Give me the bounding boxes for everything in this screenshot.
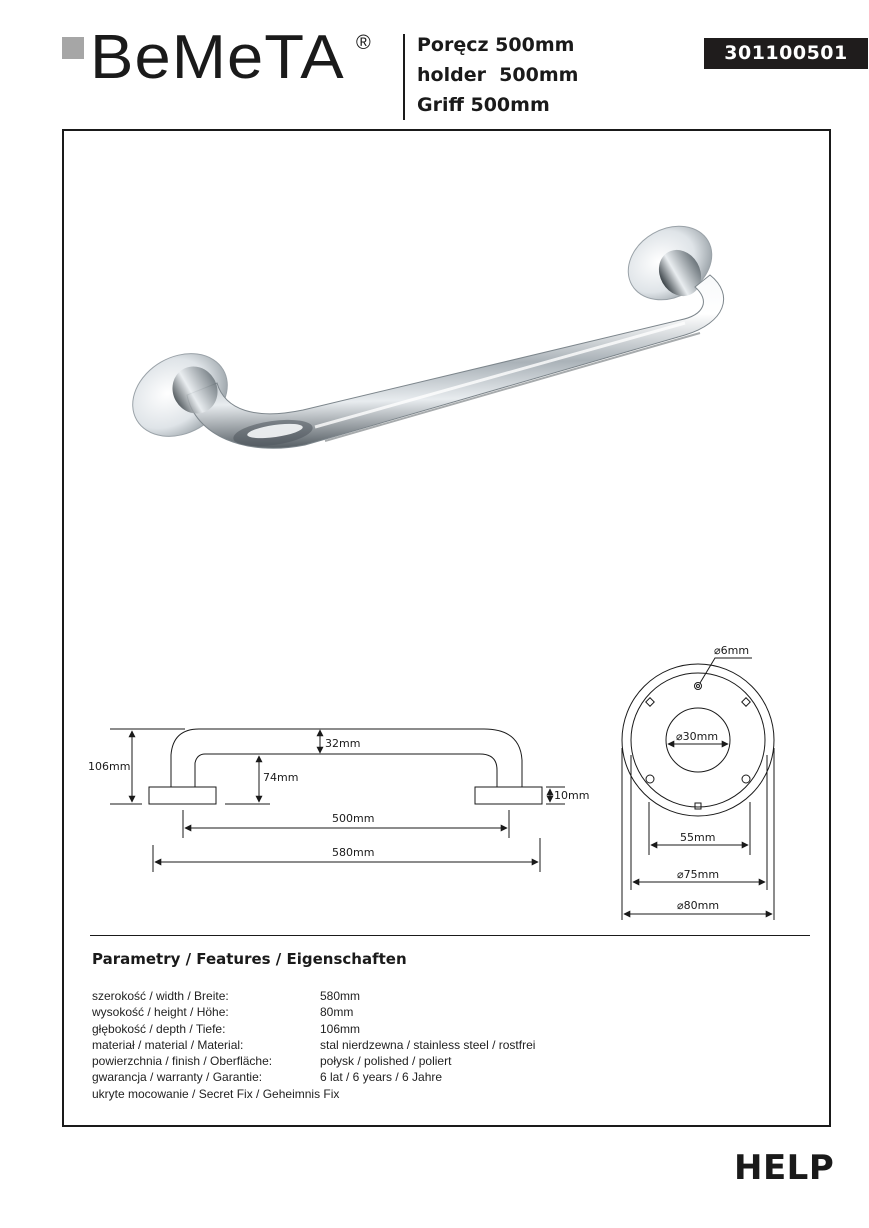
dim-base-thickness: 10mm [554, 789, 590, 802]
features-title: Parametry / Features / Eigenschaften [92, 950, 407, 968]
dim-axis-distance: 500mm [332, 812, 375, 825]
dim-center-hole: ⌀30mm [676, 730, 719, 743]
header-divider [403, 34, 405, 120]
dim-clearance: 74mm [263, 771, 299, 784]
collection-name: HELP [734, 1148, 835, 1188]
dim-total-depth: 106mm [88, 760, 131, 773]
feature-row-width [92, 988, 652, 1004]
registered-mark: ® [356, 32, 371, 54]
product-title-en: holder 500mm [417, 64, 579, 86]
logo-square-icon [62, 37, 84, 59]
feature-value: 106mm [320, 1021, 361, 1036]
feature-label: głębokość / depth / Tiefe: [92, 1021, 226, 1036]
feature-label: materiał / material / Material: [92, 1037, 244, 1052]
dim-outer-diameter: ⌀80mm [677, 899, 720, 912]
feature-value: 80mm [320, 1005, 354, 1020]
feature-row-height [92, 1004, 652, 1020]
feature-row-material [92, 1037, 652, 1053]
feature-label: powierzchnia / finish / Oberfläche: [92, 1054, 273, 1069]
feature-row-finish [92, 1053, 652, 1069]
side-view-bar-inner [195, 754, 497, 787]
product-code-badge: 301100501 [704, 38, 868, 69]
dim-inner-diameter: ⌀75mm [677, 868, 720, 881]
technical-drawing [70, 630, 830, 930]
feature-label: ukryte mocowanie / Secret Fix / Geheimnis Fix [92, 1086, 340, 1101]
feature-row-depth [92, 1021, 652, 1037]
feature-label: szerokość / width / Breite: [92, 989, 229, 1003]
feature-label: wysokość / height / Höhe: [92, 1005, 229, 1020]
feature-value: stal nierdzewna / stainless steel / rostfrei [320, 1037, 536, 1052]
features-table [92, 988, 652, 1102]
feature-value: 6 lat / 6 years / 6 Jahre [320, 1070, 443, 1085]
feature-label: gwarancja / warranty / Garantie: [92, 1070, 263, 1085]
side-view-left-base [149, 787, 216, 804]
feature-value: połysk / polished / poliert [320, 1054, 452, 1069]
feature-row-warranty [92, 1069, 652, 1085]
grab-bar-photo [125, 205, 745, 475]
feature-row-secret-fix [92, 1086, 652, 1102]
section-divider [90, 935, 810, 936]
product-title-pl: Poręcz 500mm [417, 34, 575, 56]
side-view-right-base [475, 787, 542, 804]
product-title-de: Griff 500mm [417, 94, 550, 116]
dim-overall-width: 580mm [332, 846, 375, 859]
feature-value: 580mm [320, 989, 361, 1003]
product-titles [417, 30, 578, 120]
dim-screw-hole: ⌀6mm [714, 644, 750, 657]
screw-hole [695, 683, 702, 690]
dim-hole-spacing: 55mm [680, 831, 716, 844]
dim-bar-diameter: 32mm [325, 737, 361, 750]
brand-logo: BeMeTA [90, 23, 345, 92]
